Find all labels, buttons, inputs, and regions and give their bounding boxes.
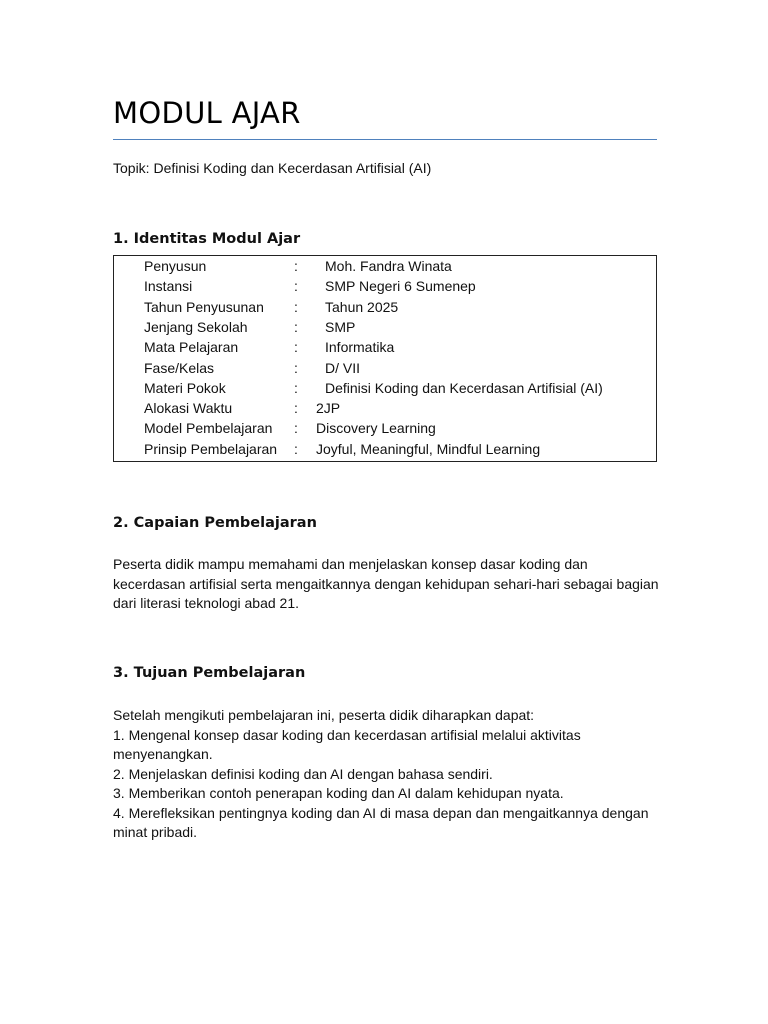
identity-colon: :	[294, 339, 298, 356]
identity-row	[114, 256, 656, 276]
identity-colon: :	[294, 400, 298, 417]
paragraph-line: 3. Memberikan contoh penerapan koding dan AI dalam kehidupan nyata.	[113, 785, 564, 801]
identity-value: 2JP	[316, 400, 341, 417]
section-heading-tujuan: 3. Tujuan Pembelajaran	[113, 665, 306, 681]
identity-label: Fase/Kelas	[144, 359, 215, 376]
tujuan-paragraph	[113, 706, 663, 843]
paragraph-line: kecerdasan artifisial serta mengaitkannya dengan kehidupan sehari-hari sebagai bagian	[113, 575, 659, 592]
identity-value: Informatika	[325, 339, 395, 356]
paragraph-line: 1. Mengenal konsep dasar koding dan kecerdasan artifisial melalui aktivitas	[113, 726, 581, 743]
identity-label: Model Pembelajaran	[144, 420, 273, 437]
identity-value: Definisi Koding dan Kecerdasan Artifisial (AI)	[325, 379, 603, 396]
capaian-paragraph	[113, 555, 663, 614]
paragraph-line: Setelah mengikuti pembelajaran ini, peserta didik diharapkan dapat:	[113, 707, 535, 723]
identity-row	[114, 378, 656, 398]
paragraph-line: Peserta didik mampu memahami dan menjelaskan konsep dasar koding dan	[113, 556, 588, 572]
identity-row	[114, 317, 656, 337]
identity-value: SMP Negeri 6 Sumenep	[325, 278, 476, 295]
identity-label: Mata Pelajaran	[144, 339, 239, 356]
title-underline	[113, 139, 657, 140]
identity-table	[113, 255, 657, 462]
identity-row	[114, 398, 656, 418]
identity-row	[114, 337, 656, 357]
paragraph-line: minat pribadi.	[113, 824, 198, 840]
topic-line: Topik: Definisi Koding dan Kecerdasan Artifisial (AI)	[113, 160, 432, 176]
identity-colon: :	[294, 278, 298, 295]
identity-colon: :	[294, 440, 298, 457]
identity-colon: :	[294, 359, 298, 376]
identity-label: Jenjang Sekolah	[144, 318, 248, 335]
identity-colon: :	[294, 298, 298, 315]
paragraph-line: 2. Menjelaskan definisi koding dan AI dengan bahasa sendiri.	[113, 765, 493, 782]
identity-value: Tahun 2025	[325, 298, 399, 315]
identity-row	[114, 276, 656, 296]
identity-colon: :	[294, 318, 298, 335]
identity-row	[114, 439, 656, 459]
section-heading-capaian: 2. Capaian Pembelajaran	[113, 515, 317, 531]
identity-label: Materi Pokok	[144, 379, 226, 396]
identity-value: Joyful, Meaningful, Mindful Learning	[316, 440, 541, 457]
identity-value: Moh. Fandra Winata	[325, 258, 452, 274]
identity-value: Discovery Learning	[316, 420, 436, 437]
identity-label: Tahun Penyusunan	[144, 298, 264, 315]
identity-label: Alokasi Waktu	[144, 400, 233, 417]
paragraph-line: menyenangkan.	[113, 746, 213, 762]
identity-row	[114, 358, 656, 378]
paragraph-line: dari literasi teknologi abad 21.	[113, 595, 300, 611]
paragraph-line: 4. Merefleksikan pentingnya koding dan AI di masa depan dan mengaitkannya dengan	[113, 804, 649, 821]
identity-row	[114, 297, 656, 317]
identity-label: Penyusun	[144, 258, 207, 274]
identity-label: Instansi	[144, 278, 193, 295]
identity-row	[114, 418, 656, 438]
identity-value: SMP	[325, 318, 356, 335]
identity-colon: :	[294, 258, 298, 274]
page-title: MODUL AJAR	[113, 96, 301, 130]
identity-value: D/ VII	[325, 359, 361, 376]
section-heading-identitas: 1. Identitas Modul Ajar	[113, 231, 301, 247]
identity-colon: :	[294, 379, 298, 396]
identity-colon: :	[294, 420, 298, 437]
identity-label: Prinsip Pembelajaran	[144, 440, 278, 457]
